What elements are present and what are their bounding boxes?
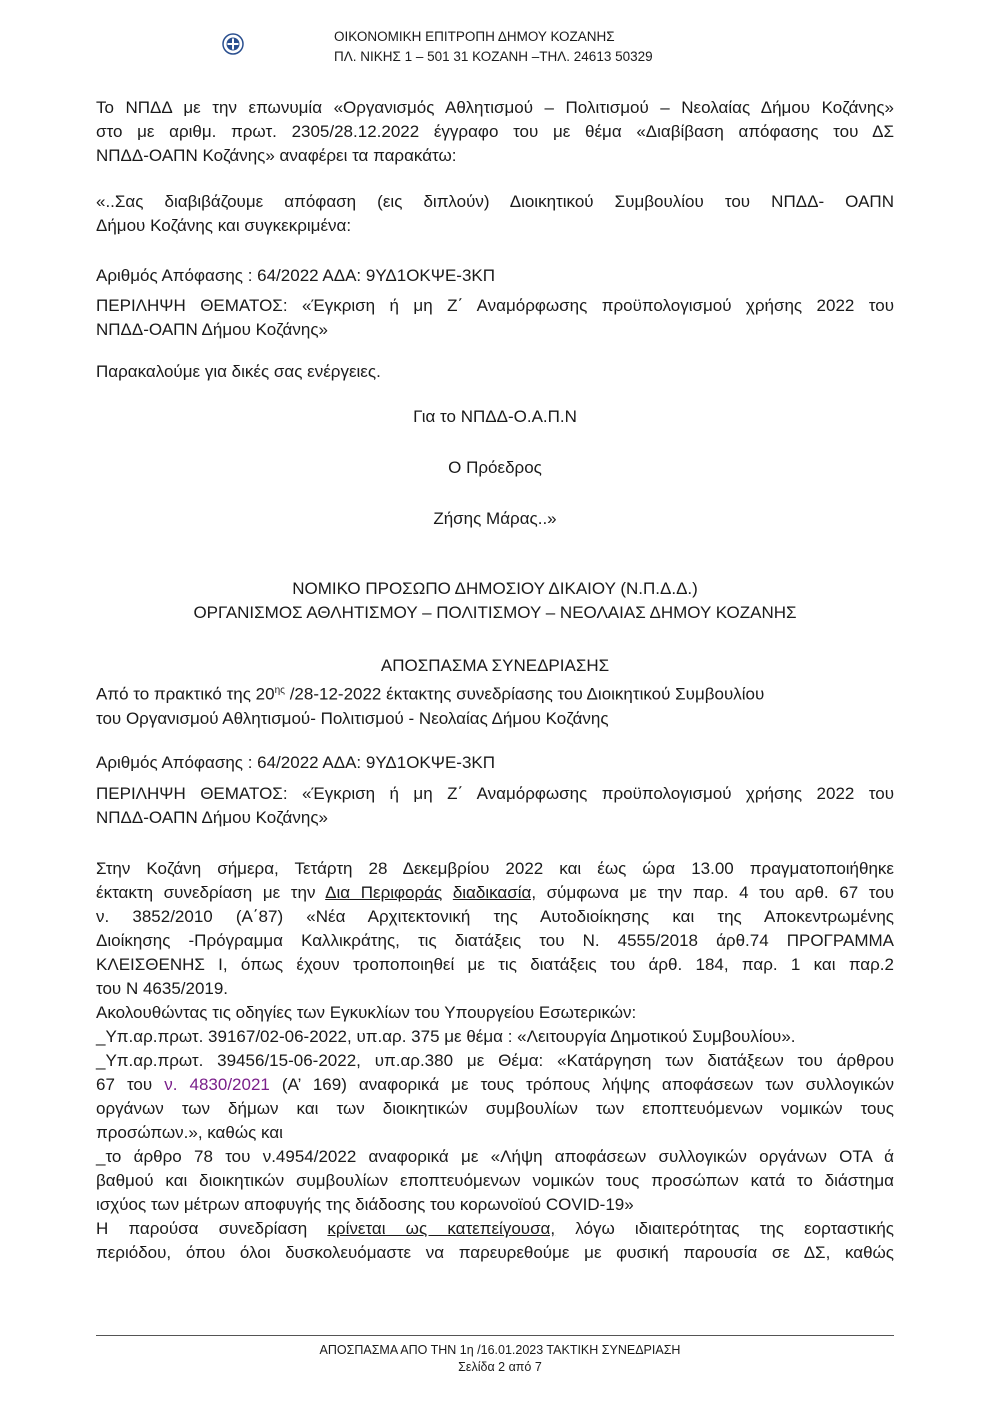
signature-title	[96, 456, 894, 480]
text-fragment: /28-12-2022 έκτακτης συνεδρίασης του Διοικητικού Συμβουλίου	[284, 684, 765, 704]
text-line: ΝΠΔΔ-ΟΑΠΝ Δήμου Κοζάνης»	[96, 808, 328, 827]
text-fragment: λόγω ιδιαιτερότητας της εορταστικής	[555, 1219, 895, 1238]
underlined-text: Δια Περιφοράς	[325, 883, 443, 902]
text-line	[96, 1217, 894, 1241]
text-line: ΝΠΔΔ-ΟΑΠΝ Κοζάνης» αναφέρει τα παρακάτω:	[96, 146, 457, 165]
text-line: Αριθμός Απόφασης : 64/2022 ΑΔΑ: 9ΥΔ1ΟΚΨΕ-3ΚΠ	[96, 266, 496, 285]
underlined-text: κρίνεται ως κατεπείγουσα,	[327, 1219, 556, 1238]
footer-line-1: ΑΠΟΣΠΑΣΜΑ ΑΠΟ ΤΗΝ 1η /16.01.2023 ΤΑΚΤΙΚΗ ΣΥΝΕΔΡΙΑΣΗ	[319, 1343, 681, 1357]
text-line: προσώπων.», καθώς και	[96, 1123, 283, 1142]
text-line: ΝΟΜΙΚΟ ΠΡΟΣΩΠΟ ΔΗΜΟΣΙΟΥ ΔΙΚΑΙΟΥ (Ν.Π.Δ.Δ.)	[292, 579, 698, 598]
footer-divider	[96, 1335, 894, 1336]
main-body	[96, 857, 894, 1265]
text-line: στο με αριθμ. πρωτ. 2305/28.12.2022 έγγραφο του με θέμα «Διαβίβαση απόφασης του ΔΣ	[96, 122, 894, 141]
text-fragment: (Α’ 169) αναφορικά με τους τρόπους λήψης αποφάσεων των συλλογικών	[269, 1075, 895, 1094]
quote-paragraph	[96, 190, 894, 238]
text-line	[96, 881, 894, 905]
decision-number	[96, 264, 894, 288]
text-line: ΚΛΕΙΣΘΕΝΗΣ Ι, όπως έχουν τροποποιηθεί με τις διατάξεις του άρθ. 184, παρ. 1 και παρ.2	[96, 955, 894, 974]
text-line: του Ν 4635/2019.	[96, 979, 229, 998]
text-line	[96, 679, 894, 707]
text-line: Στην Κοζάνη σήμερα, Τετάρτη 28 Δεκεμβρίου 2022 και έως ώρα 13.00 πραγματοποιήθηκε	[96, 859, 894, 878]
text-line: ισχύος των μέτρων αποφυγής της διάδοσης του κορωνοϊού COVID-19»	[96, 1195, 634, 1214]
text-line: ΠΕΡΙΛΗΨΗ ΘΕΜΑΤΟΣ: «Έγκριση ή μη Ζ΄ Αναμόρφωσης προϋπολογισμού χρήσης 2022 του	[96, 784, 894, 803]
text-line: περιόδου, όπου όλοι δυσκολευόμαστε να παρευρεθούμε με φυσική παρουσία σε ΔΣ, καθώς	[96, 1243, 894, 1262]
text-fragment: Από το πρακτικό της 20	[96, 684, 275, 704]
text-line: Διοίκησης -Πρόγραμμα Καλλικράτης, τις διατάξεις του Ν. 4555/2018 άρθ.74 ΠΡΟΓΡΑΜΜΑ	[96, 931, 894, 950]
footer	[0, 1342, 1000, 1376]
org-heading	[96, 577, 894, 625]
text-line: ΑΠΟΣΠΑΣΜΑ ΣΥΝΕΔΡΙΑΣΗΣ	[380, 656, 610, 675]
text-line: Ζήσης Μάρας..»	[433, 509, 557, 528]
text-line: Ακολουθώντας τις οδηγίες των Εγκυκλίων του Υπουργείου Εσωτερικών:	[96, 1003, 637, 1022]
excerpt-decision-number	[96, 751, 894, 775]
excerpt-intro	[96, 679, 894, 731]
text-line: οργάνων των δήμων και των διοικητικών συμβουλίων των εποπτευόμενων νομικών τους	[96, 1099, 894, 1118]
text-line: ΟΡΓΑΝΙΣΜΟΣ ΑΘΛΗΤΙΣΜΟΥ – ΠΟΛΙΤΙΣΜΟΥ – ΝΕΟΛΑΙΑΣ ΔΗΜΟΥ ΚΟΖΑΝΗΣ	[193, 603, 797, 622]
signature-name	[96, 507, 894, 531]
page-number: Σελίδα 2 από 7	[458, 1360, 542, 1374]
request-line	[96, 360, 894, 384]
text-fragment: Η παρούσα συνεδρίαση	[96, 1219, 328, 1238]
header-line-1: ΟΙΚΟΝΟΜΙΚΗ ΕΠΙΤΡΟΠΗ ΔΗΜΟΥ ΚΟΖΑΝΗΣ	[334, 29, 615, 44]
text-line: Το ΝΠΔΔ με την επωνυμία «Οργανισμός Αθλητισμού – Πολιτισμού – Νεολαίας Δήμου Κοζάνης»	[96, 98, 894, 117]
text-line: Για το ΝΠΔΔ-Ο.Α.Π.Ν	[413, 407, 577, 426]
text-line: Δήμου Κοζάνης και συγκεκριμένα:	[96, 216, 352, 235]
text-line: _το άρθρο 78 του ν.4954/2022 αναφορικά με «Λήψη αποφάσεων συλλογικών οργάνων ΟΤΑ ά	[96, 1147, 894, 1166]
superscript: ης	[274, 685, 285, 696]
text-line	[96, 1073, 894, 1097]
intro-paragraph	[96, 96, 894, 168]
text-line: Αριθμός Απόφασης : 64/2022 ΑΔΑ: 9ΥΔ1ΟΚΨΕ-3ΚΠ	[96, 753, 496, 772]
text-line: _Υπ.αρ.πρωτ. 39167/02-06-2022, υπ.αρ. 375 με θέμα : «Λειτουργία Δημοτικού Συμβουλίου».	[96, 1027, 796, 1046]
text-line: βαθμού και διοικητικών συμβουλίων εποπτευόμενων νομικών τους προσώπων κατά το διάστημα	[96, 1171, 894, 1190]
text-fragment: 67 του	[96, 1075, 165, 1094]
law-link[interactable]: ν. 4830/2021	[164, 1075, 270, 1094]
signature-org	[96, 405, 894, 429]
text-fragment: σύμφωνα με την παρ. 4 του αρθ. 67 του	[536, 883, 894, 902]
text-line: ν. 3852/2010 (Α΄87) «Νέα Αρχιτεκτονική της Αυτοδιοίκησης και της Αποκεντρωμένης	[96, 907, 894, 926]
subject-summary	[96, 294, 894, 342]
text-line: ΝΠΔΔ-ΟΑΠΝ Δήμου Κοζάνης»	[96, 320, 328, 339]
text-line: Ο Πρόεδρος	[448, 458, 542, 477]
text-line: ΠΕΡΙΛΗΨΗ ΘΕΜΑΤΟΣ: «Έγκριση ή μη Ζ΄ Αναμόρφωσης προϋπολογισμού χρήσης 2022 του	[96, 296, 894, 315]
text-line: του Οργανισμού Αθλητισμού- Πολιτισμού - Νεολαίας Δήμου Κοζάνης	[96, 708, 609, 728]
excerpt-title	[96, 654, 894, 678]
text-fragment: έκτακτη συνεδρίαση με την	[96, 883, 326, 902]
underlined-text: διαδικασία,	[452, 883, 537, 902]
text-line: «..Σας διαβιβάζουμε απόφαση (εις διπλούν) Διοικητικού Συμβουλίου του ΝΠΔΔ- ΟΑΠΝ	[96, 192, 894, 211]
text-line: Παρακαλούμε για δικές σας ενέργειες.	[96, 362, 381, 381]
header-line-2: ΠΛ. ΝΙΚΗΣ 1 – 501 31 ΚΟΖΑΝΗ –ΤΗΛ. 24613 50329	[334, 49, 653, 64]
excerpt-subject-summary	[96, 782, 894, 830]
text-line: _Υπ.αρ.πρωτ. 39456/15-06-2022, υπ.αρ.380 με Θέμα: «Κατάργηση των διατάξεων του άρθρου	[96, 1051, 894, 1070]
greek-emblem-icon	[222, 33, 244, 55]
